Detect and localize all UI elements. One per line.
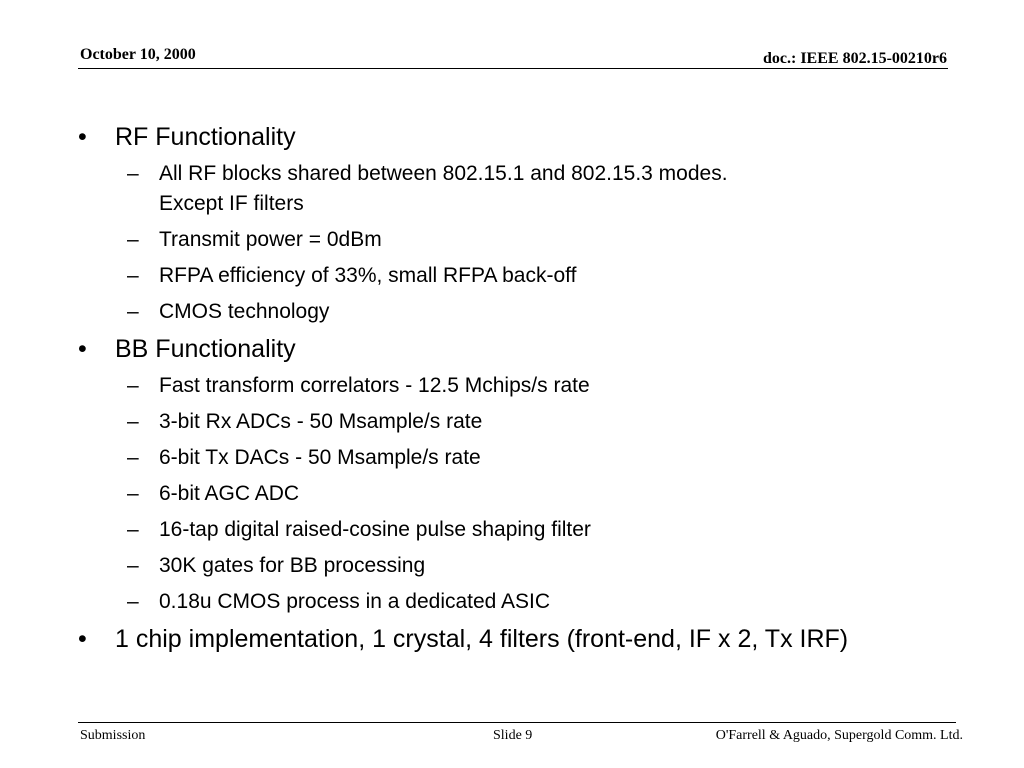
footer-authors: O'Farrell & Aguado, Supergold Comm. Ltd. (715, 728, 963, 743)
sub-bullet (78, 515, 978, 545)
footer-divider (78, 722, 956, 723)
sub-bullet (78, 159, 978, 219)
header-divider (78, 68, 948, 69)
sub-bullet (78, 407, 978, 437)
header-doc-id: doc.: IEEE 802.15-00210r6 (763, 50, 947, 67)
sub-bullet-text: RFPA efficiency of 33%, small RFPA back-off (159, 264, 577, 287)
sub-bullet-text: 3-bit Rx ADCs - 50 Msample/s rate (159, 410, 483, 433)
header-date: October 10, 2000 (80, 46, 196, 63)
dash-marker: – (127, 446, 139, 469)
dash-marker: – (127, 374, 139, 397)
sub-bullet-text: All RF blocks shared between 802.15.1 and 802.15.3 modes. (159, 162, 728, 185)
dash-marker: – (127, 482, 139, 505)
sub-bullet-text: 6-bit AGC ADC (159, 482, 300, 505)
slide-body (78, 121, 978, 661)
sub-bullet (78, 443, 978, 473)
sub-bullet (78, 587, 978, 617)
bullet-marker: • (78, 335, 87, 363)
dash-marker: – (127, 300, 139, 323)
dash-marker: – (127, 554, 139, 577)
dash-marker: – (127, 264, 139, 287)
bullet-text: BB Functionality (115, 335, 296, 363)
sub-bullet (78, 261, 978, 291)
footer-submission: Submission (80, 728, 146, 743)
sub-bullet-text: 0.18u CMOS process in a dedicated ASIC (159, 590, 551, 613)
dash-marker: – (127, 410, 139, 433)
sub-bullet-text: CMOS technology (159, 300, 330, 323)
sub-bullet-text-continued: Except IF filters (159, 192, 304, 215)
bullet-text: RF Functionality (115, 123, 296, 151)
dash-marker: – (127, 518, 139, 541)
sub-bullet-text: Fast transform correlators - 12.5 Mchips/s rate (159, 374, 590, 397)
sub-bullet-text: 30K gates for BB processing (159, 554, 426, 577)
bullet-marker: • (78, 123, 87, 151)
sub-bullet (78, 479, 978, 509)
sub-bullet-text: Transmit power = 0dBm (159, 228, 382, 251)
bullet-chip-implementation (78, 623, 978, 655)
sub-bullet (78, 371, 978, 401)
footer-slide-number: Slide 9 (493, 728, 533, 743)
bullet-rf-functionality (78, 121, 978, 153)
sub-bullet (78, 551, 978, 581)
dash-marker: – (127, 590, 139, 613)
dash-marker: – (127, 228, 139, 251)
bullet-text: 1 chip implementation, 1 crystal, 4 filters (front-end, IF x 2, Tx IRF) (115, 625, 849, 653)
sub-bullet (78, 297, 978, 327)
sub-bullet-text: 16-tap digital raised-cosine pulse shaping filter (159, 518, 591, 541)
sub-bullet (78, 225, 978, 255)
dash-marker: – (127, 162, 139, 185)
bullet-bb-functionality (78, 333, 978, 365)
sub-bullet-text: 6-bit Tx DACs - 50 Msample/s rate (159, 446, 481, 469)
bullet-marker: • (78, 625, 87, 653)
